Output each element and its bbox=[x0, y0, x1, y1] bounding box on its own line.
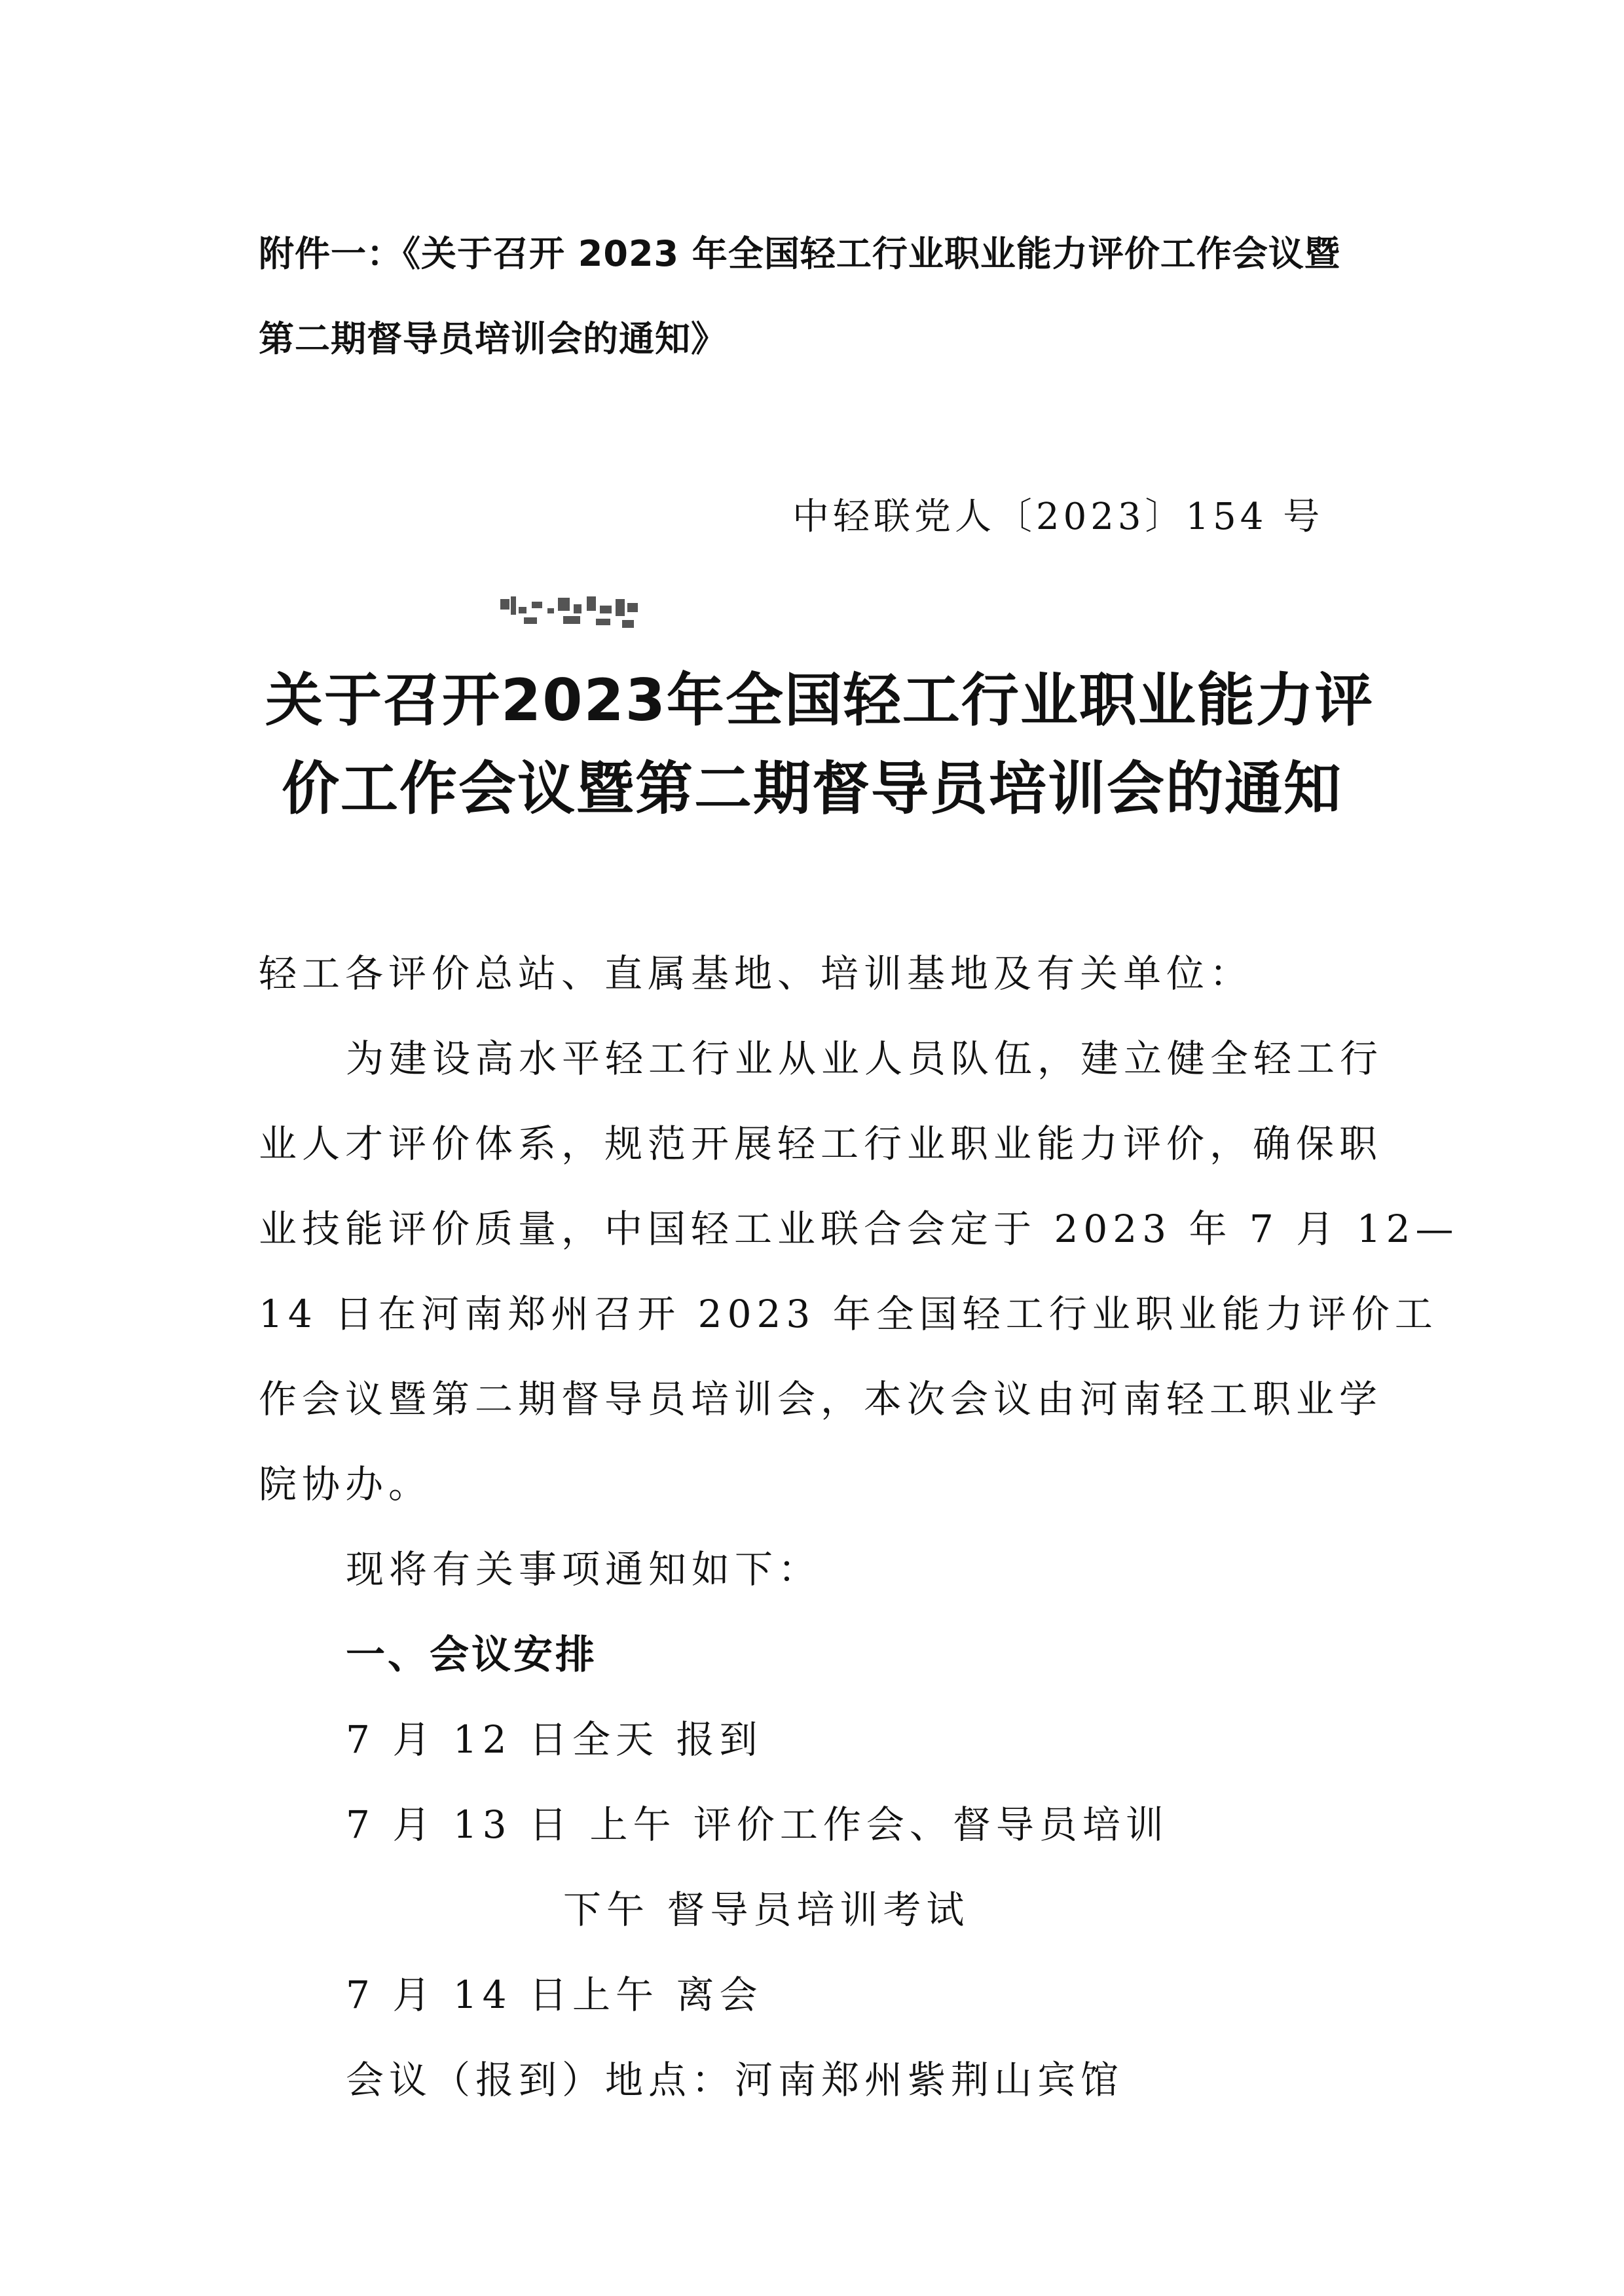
redacted-stamp-mark bbox=[498, 592, 642, 633]
paragraph-line: 业技能评价质量，中国轻工业联合会定于 2023 年 7 月 12— bbox=[259, 1207, 1459, 1251]
document-number: 中轻联党人〔2023〕154 号 bbox=[792, 496, 1324, 538]
attachment-title-line-2: 第二期督导员培训会的通知》 bbox=[259, 318, 727, 359]
paragraph-line: 14 日在河南郑州召开 2023 年全国轻工行业职业能力评价工 bbox=[259, 1292, 1438, 1336]
paragraph-line: 业人才评价体系，规范开展轻工行业职业能力评价，确保职 bbox=[259, 1121, 1383, 1166]
schedule-item: 下午 督导员培训考试 bbox=[563, 1887, 970, 1932]
venue-line: 会议（报到）地点：河南郑州紫荆山宾馆 bbox=[346, 2058, 1124, 2102]
schedule-item: 7 月 12 日全天 报到 bbox=[346, 1717, 763, 1762]
paragraph-line: 为建设高水平轻工行业从业人员队伍，建立健全轻工行 bbox=[346, 1036, 1384, 1081]
schedule-item: 7 月 13 日 上午 评价工作会、督导员培训 bbox=[346, 1802, 1169, 1847]
notice-intro: 现将有关事项通知如下： bbox=[346, 1547, 822, 1592]
attachment-title-line-1: 附件一：《关于召开 2023 年全国轻工行业职业能力评价工作会议暨 bbox=[259, 233, 1340, 274]
schedule-item: 7 月 14 日上午 离会 bbox=[346, 1973, 763, 2017]
section-heading: 一、会议安排 bbox=[346, 1632, 597, 1678]
document-title-line-1: 关于召开2023年全国轻工行业职业能力评 bbox=[265, 666, 1374, 734]
paragraph-line: 院协办。 bbox=[259, 1462, 432, 1506]
salutation: 轻工各评价总站、直属基地、培训基地及有关单位： bbox=[259, 951, 1253, 996]
document-title-line-2: 价工作会议暨第二期督导员培训会的通知 bbox=[282, 755, 1343, 822]
paragraph-line: 作会议暨第二期督导员培训会，本次会议由河南轻工职业学 bbox=[259, 1377, 1383, 1421]
